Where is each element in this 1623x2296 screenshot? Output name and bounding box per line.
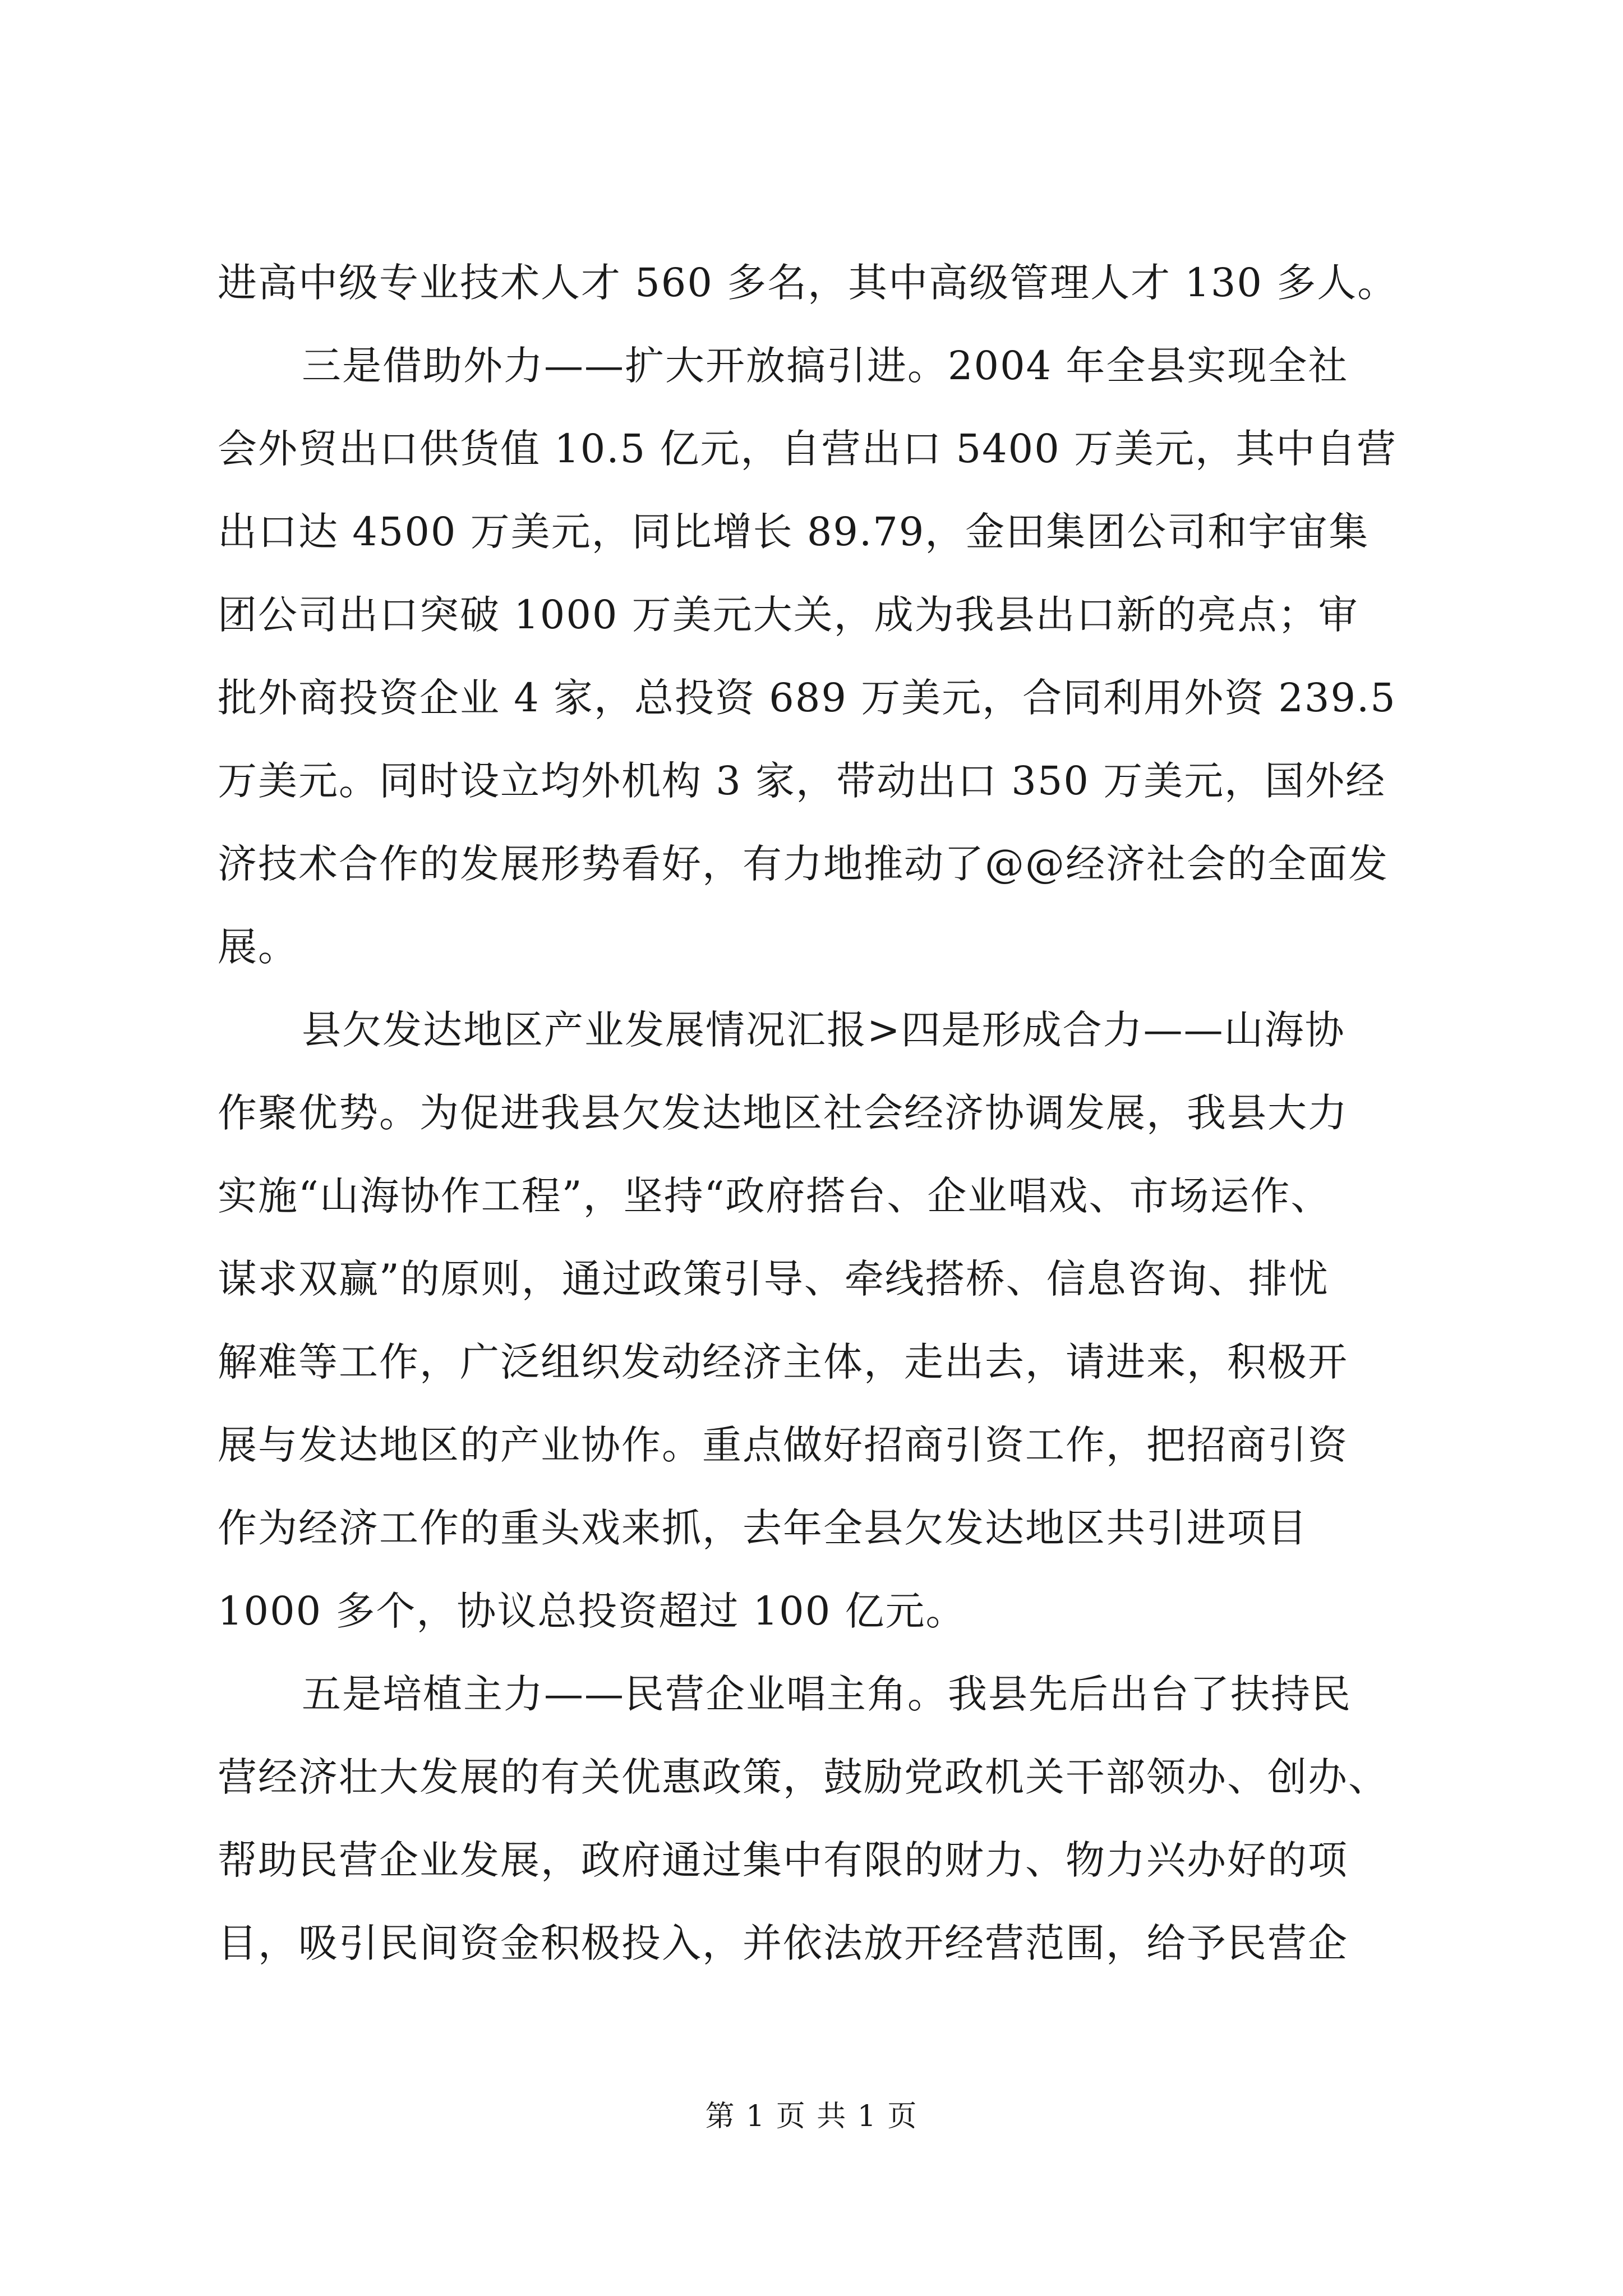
text-line: 批外商投资企业 4 家，总投资 689 万美元，合同利用外资 239.5 xyxy=(218,675,1396,721)
text-line: 展与发达地区的产业协作。重点做好招商引资工作，把招商引资 xyxy=(218,1422,1348,1468)
text-line: 展。 xyxy=(218,924,298,970)
text-line: 帮助民营企业发展，政府通过集中有限的财力、物力兴办好的项 xyxy=(218,1837,1348,1883)
text-line: 作聚优势。为促进我县欠发达地区社会经济协调发展，我县大力 xyxy=(218,1090,1348,1136)
text-line: 作为经济工作的重头戏来抓，去年全县欠发达地区共引进项目 xyxy=(218,1505,1308,1551)
text-line: 实施“山海协作工程”，坚持“政府搭台、企业唱戏、市场运作、 xyxy=(218,1173,1331,1219)
paragraph-start-line: 县欠发达地区产业发展情况汇报>四是形成合力——山海协 xyxy=(302,1007,1345,1053)
text-line: 营经济壮大发展的有关优惠政策，鼓励党政机关干部领办、创办、 xyxy=(218,1754,1389,1800)
text-line: 会外贸出口供货值 10.5 亿元，自营出口 5400 万美元，其中自营 xyxy=(218,426,1398,472)
text-line: 出口达 4500 万美元，同比增长 89.79，金田集团公司和宇宙集 xyxy=(218,509,1370,555)
text-line: 万美元。同时设立均外机构 3 家，带动出口 350 万美元，国外经 xyxy=(218,758,1386,804)
text-line: 进高中级专业技术人才 560 多名，其中高级管理人才 130 多人。 xyxy=(218,260,1398,306)
document-body xyxy=(218,241,1418,1985)
text-line: 谋求双赢”的原则，通过政策引导、牵线搭桥、信息咨询、排忧 xyxy=(218,1256,1329,1302)
text-line: 1000 多个，协议总投资超过 100 亿元。 xyxy=(218,1588,966,1634)
text-line: 团公司出口突破 1000 万美元大关，成为我县出口新的亮点；审 xyxy=(218,592,1359,638)
paragraph-start-line: 三是借助外力——扩大开放搞引进。2004 年全县实现全社 xyxy=(302,343,1349,389)
paragraph-start-line: 五是培植主力——民营企业唱主角。我县先后出台了扶持民 xyxy=(302,1671,1352,1717)
text-line: 目，吸引民间资金积极投入，并依法放开经营范围，给予民营企 xyxy=(218,1920,1348,1966)
text-line: 济技术合作的发展形势看好，有力地推动了@@经济社会的全面发 xyxy=(218,841,1389,887)
text-line: 解难等工作，广泛组织发动经济主体，走出去，请进来，积极开 xyxy=(218,1339,1348,1385)
page-number-footer: 第 1 页 共 1 页 xyxy=(705,2100,918,2133)
